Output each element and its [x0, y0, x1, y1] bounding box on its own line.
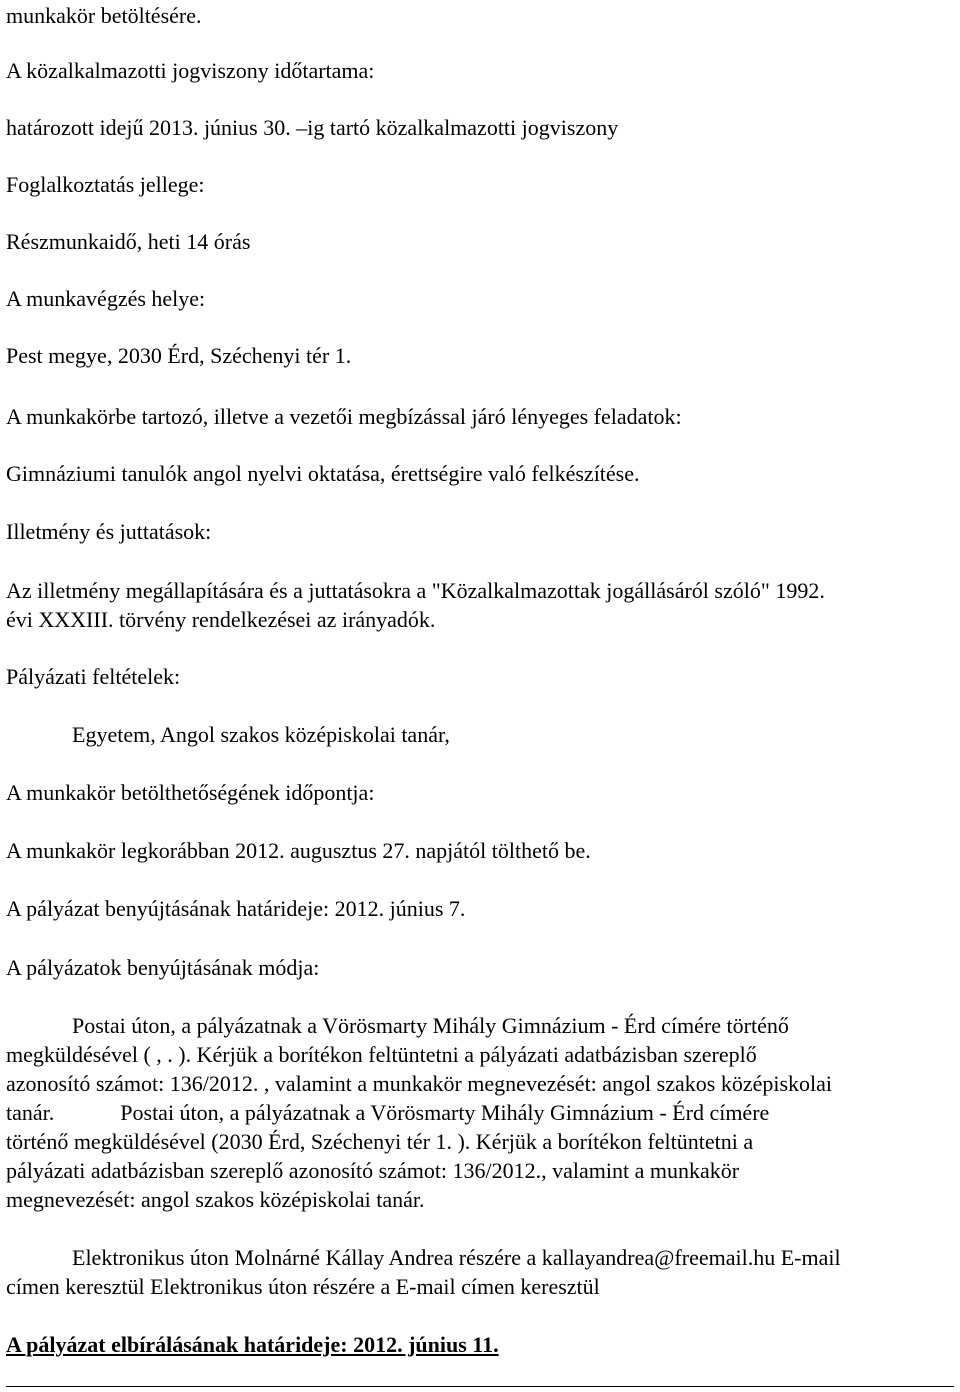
- duration-label: A közalkalmazotti jogviszony időtartama:: [6, 58, 375, 83]
- submission-label: A pályázatok benyújtásának módja:: [6, 955, 320, 980]
- evaluation-deadline: A pályázat elbírálásának határideje: 2012. június 11.: [6, 1332, 499, 1357]
- location-value: Pest megye, 2030 Érd, Széchenyi tér 1.: [6, 343, 352, 368]
- footer-divider: [6, 1386, 954, 1387]
- salary-value-line1: Az illetmény megállapítására és a juttatásokra a "Közalkalmazottak jogállásáról szóló" 1992.: [6, 578, 825, 603]
- submission-text-line: azonosító számot: 136/2012. , valamint a munkakör megnevezését: angol szakos középiskolai: [6, 1071, 833, 1096]
- submission-item-electronic: [6, 1244, 841, 1272]
- submission-text-line: történő megküldésével (2030 Érd, Széchenyi tér 1. ). Kérjük a borítékon feltüntetni a: [6, 1129, 754, 1154]
- duties-value: Gimnáziumi tanulók angol nyelvi oktatása, érettségire való felkészítése.: [6, 461, 640, 486]
- duration-value: határozott idejű 2013. június 30. –ig tartó közalkalmazotti jogviszony: [6, 115, 619, 140]
- employment-value: Részmunkaidő, heti 14 órás: [6, 229, 251, 254]
- duties-label: A munkakörbe tartozó, illetve a vezetői megbízással járó lényeges feladatok:: [6, 404, 682, 429]
- conditions-label: Pályázati feltételek:: [6, 664, 181, 689]
- availability-label: A munkakör betölthetőségének időpontja:: [6, 780, 375, 805]
- deadline-text: A pályázat benyújtásának határideje: 2012. június 7.: [6, 896, 466, 921]
- submission-text: Elektronikus úton Molnárné Kállay Andrea részére a kallayandrea@freemail.hu E-mail: [72, 1245, 841, 1270]
- submission-text: tanár.: [6, 1100, 55, 1125]
- intro-line: munkakör betöltésére.: [6, 3, 202, 28]
- submission-text-line: [6, 1099, 769, 1127]
- submission-text-line: címen keresztül Elektronikus úton részére a E-mail címen keresztül: [6, 1274, 600, 1299]
- location-label: A munkavégzés helye:: [6, 286, 206, 311]
- submission-text: Postai úton, a pályázatnak a Vörösmarty Mihály Gimnázium - Érd címére történő: [72, 1013, 789, 1038]
- submission-text-line: megküldésével ( , . ). Kérjük a borítékon feltüntetni a pályázati adatbázisban szereplő: [6, 1042, 757, 1067]
- condition-item: [6, 721, 450, 749]
- availability-value: A munkakör legkorábban 2012. augusztus 27. napjától tölthető be.: [6, 838, 591, 863]
- submission-text-line: pályázati adatbázisban szereplő azonosító számot: 136/2012., valamint a munkakör: [6, 1158, 740, 1183]
- salary-label: Illetmény és juttatások:: [6, 519, 212, 544]
- submission-item-postal: [6, 1012, 789, 1040]
- submission-text: Postai úton, a pályázatnak a Vörösmarty Mihály Gimnázium - Érd címére: [120, 1100, 770, 1125]
- submission-text-line: megnevezését: angol szakos középiskolai tanár.: [6, 1187, 425, 1212]
- condition-text: Egyetem, Angol szakos középiskolai tanár,: [72, 722, 450, 747]
- salary-value-line2: évi XXXIII. törvény rendelkezései az irányadók.: [6, 607, 436, 632]
- employment-label: Foglalkoztatás jellege:: [6, 172, 205, 197]
